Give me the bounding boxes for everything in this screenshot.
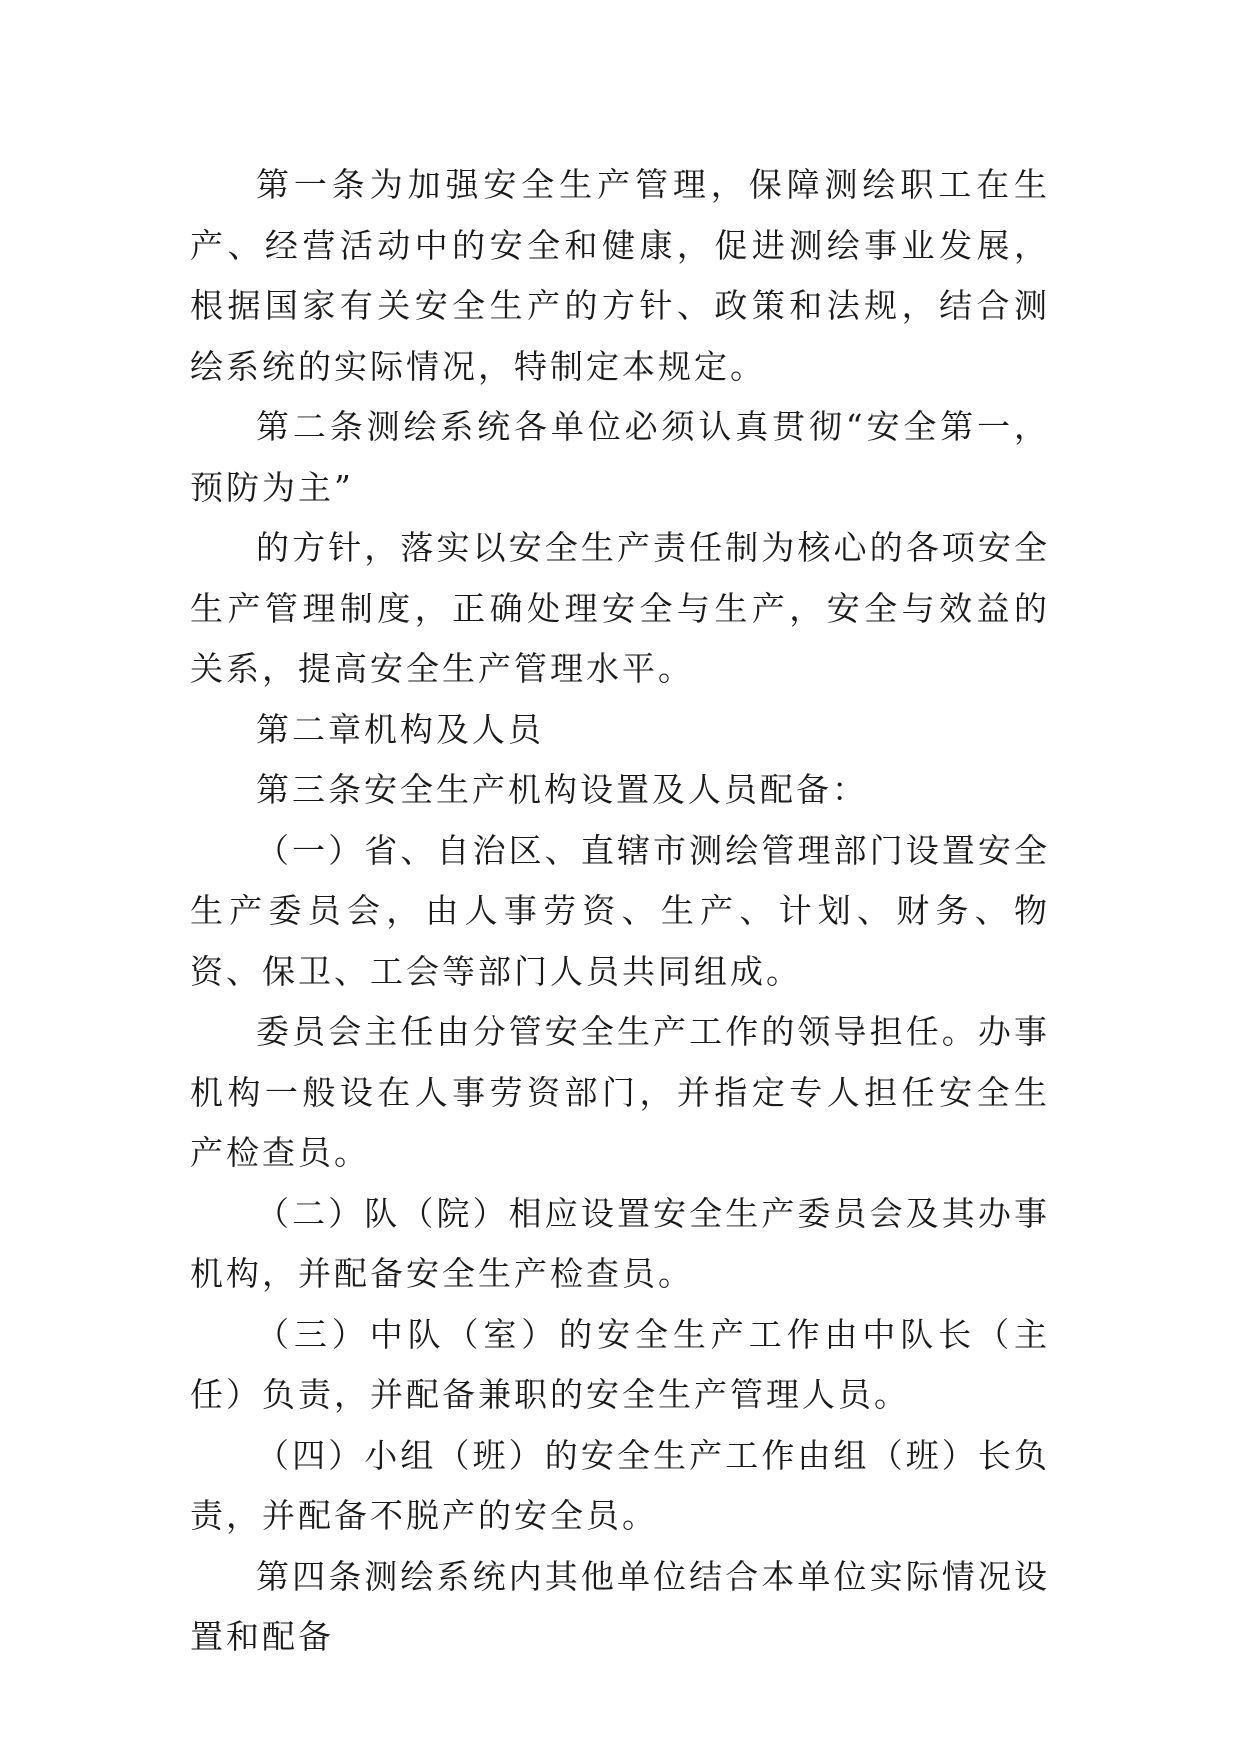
chapter-heading: 第二章机构及人员 (256, 709, 544, 749)
document-body (190, 155, 1050, 1668)
paragraph-item-2: （二）队（院）相应设置安全生产委员会及其办事机构，并配备安全生产检查员。 (190, 1193, 1050, 1293)
paragraph-item-1: （一）省、自治区、直辖市测绘管理部门设置安全生产委员会，由人事劳资、生产、计划、财务、物资、保卫、工会等部门人员共同组成。 (190, 830, 1050, 991)
paragraph-article-4: 第四条测绘系统内其他单位结合本单位实际情况设置和配备 (190, 1556, 1050, 1656)
paragraph-article-2-continued: 的方针，落实以安全生产责任制为核心的各项安全生产管理制度，正确处理安全与生产，安全与效益的关系，提高安全生产管理水平。 (190, 528, 1050, 688)
paragraph-article-2: 第二条测绘系统各单位必须认真贯彻“安全第一，预防为主” (190, 407, 1050, 507)
paragraph-article-3: 第三条安全生产机构设置及人员配备： (256, 770, 868, 809)
paragraph-item-4: （四）小组（班）的安全生产工作由组（班）长负责，并配备不脱产的安全员。 (190, 1435, 1050, 1535)
paragraph-item-1-detail: 委员会主任由分管安全生产工作的领导担任。办事机构一般设在人事劳资部门，并指定专人担任安全生产检查员。 (190, 1012, 1050, 1172)
paragraph-item-3: （三）中队（室）的安全生产工作由中队长（主任）负责，并配备兼职的安全生产管理人员。 (190, 1314, 1050, 1414)
paragraph-article-1: 第一条为加强安全生产管理，保障测绘职工在生产、经营活动中的安全和健康，促进测绘事业发展，根据国家有关安全生产的方针、政策和法规，结合测绘系统的实际情况，特制定本规定。 (190, 165, 1050, 386)
